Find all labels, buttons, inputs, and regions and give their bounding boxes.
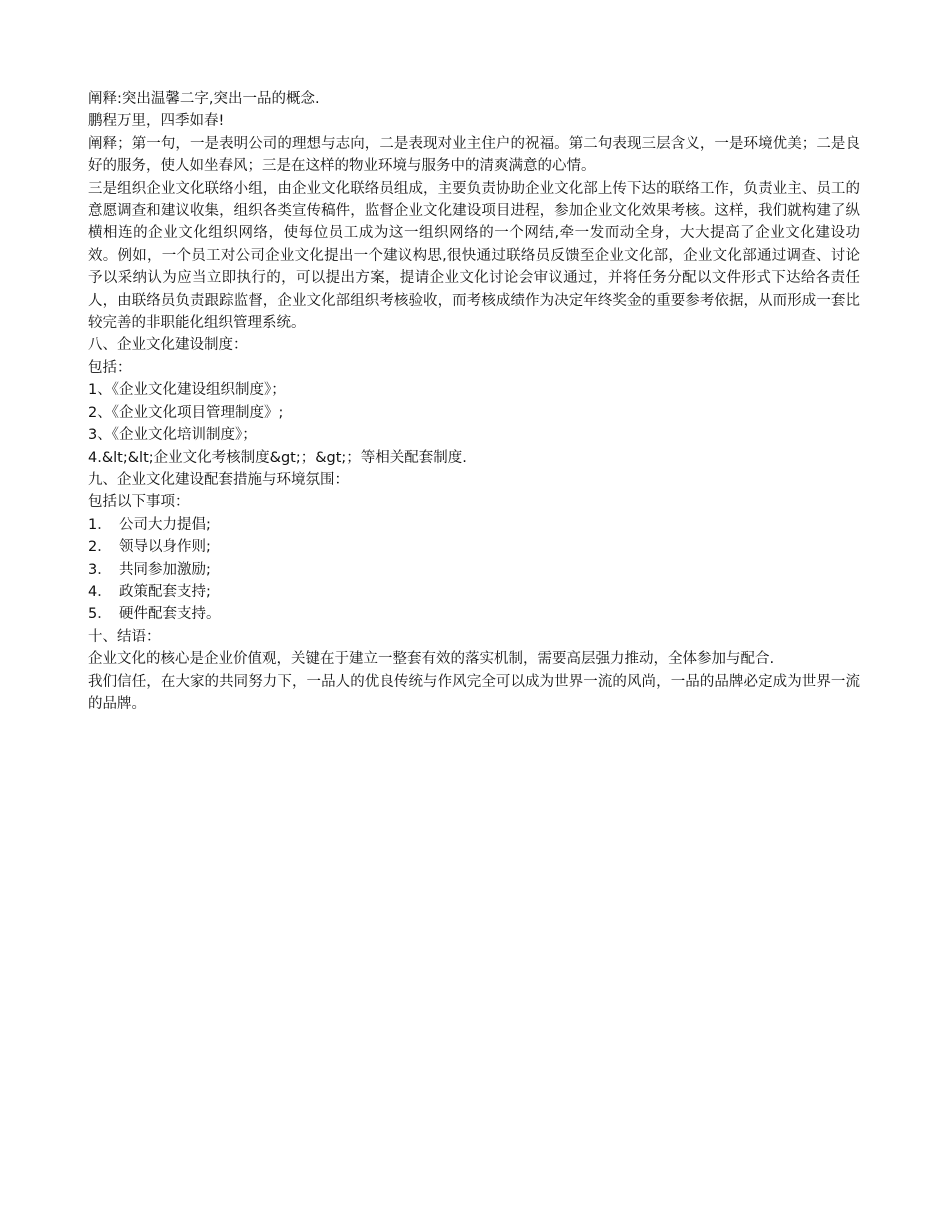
paragraph-includes-items: 包括以下事项： (88, 494, 190, 511)
list-item: 2、《企业文化项目管理制度》; (88, 404, 284, 421)
list-item: 2． 领导以身作则; (88, 539, 211, 556)
section-heading-10: 十、结语： (88, 628, 161, 645)
document-body (88, 88, 860, 715)
list-item: 1、《企业文化建设组织制度》； (88, 382, 286, 399)
list-item: 4． 政策配套支持; (88, 583, 211, 600)
section-heading-8: 八、企业文化建设制度： (88, 337, 248, 354)
paragraph-explanation-2: 阐释；第一句，一是表明公司的理想与志向，二是表现对业主住户的祝福。第二句表现三层含义，一是环境优美；二是良好的服务，使人如坐春风；三是在这样的物业环境与服务中的清爽满意的心情。 (88, 135, 860, 175)
paragraph-slogan: 鹏程万里，四季如春! (88, 113, 225, 130)
section-heading-9: 九、企业文化建设配套措施与环境氛围： (88, 471, 349, 488)
list-item: 5． 硬件配套支持。 (88, 606, 221, 623)
paragraph-includes: 包括： (88, 359, 132, 376)
paragraph-conclusion-2: 我们信任，在大家的共同努力下，一品人的优良传统与作风完全可以成为世界一流的风尚，一品的品牌必定成为世界一流的品牌。 (88, 673, 860, 712)
paragraph-liaison-group: 三是组织企业文化联络小组，由企业文化联络员组成，主要负责协助企业文化部上传下达的联络工作，负责业主、员工的意愿调查和建议收集，组织各类宣传稿件，监督企业文化建设项目进程，参加企业文化效果考核。这样，我们就构建了纵横相连的企业文化组织网络，使每位员工成为这一组织网络的一个网结,牵一发而动全身，大大提高了企业文化建设功效。例如，一个员工对公司企业文化提出一个建议构思,很快通过联络员反馈至企业文化部，企业文化部通过调查、讨论予以采纳认为应当立即执行的，可以提出方案，提请企业文化讨论会审议通过，并将任务分配以文件形式下达给各责任人，由联络员负责跟踪监督，企业文化部组织考核验收，而考核成绩作为决定年终奖金的重要参考依据，从而形成一套比较完善的非职能化组织管理系统。 (88, 180, 860, 332)
list-item: 1． 公司大力提倡; (88, 516, 211, 533)
paragraph-conclusion-1: 企业文化的核心是企业价值观，关键在于建立一整套有效的落实机制，需要高层强力推动，全体参加与配合. (88, 651, 775, 668)
list-item: 3、《企业文化培训制度》； (88, 427, 257, 444)
paragraph-explanation-1: 阐释:突出温馨二字,突出一品的概念. (88, 91, 320, 107)
list-item: 3． 共同参加激励; (88, 561, 211, 578)
list-item: 4.&lt;&lt;企业文化考核制度&gt;；&gt;；等相关配套制度. (88, 449, 467, 466)
